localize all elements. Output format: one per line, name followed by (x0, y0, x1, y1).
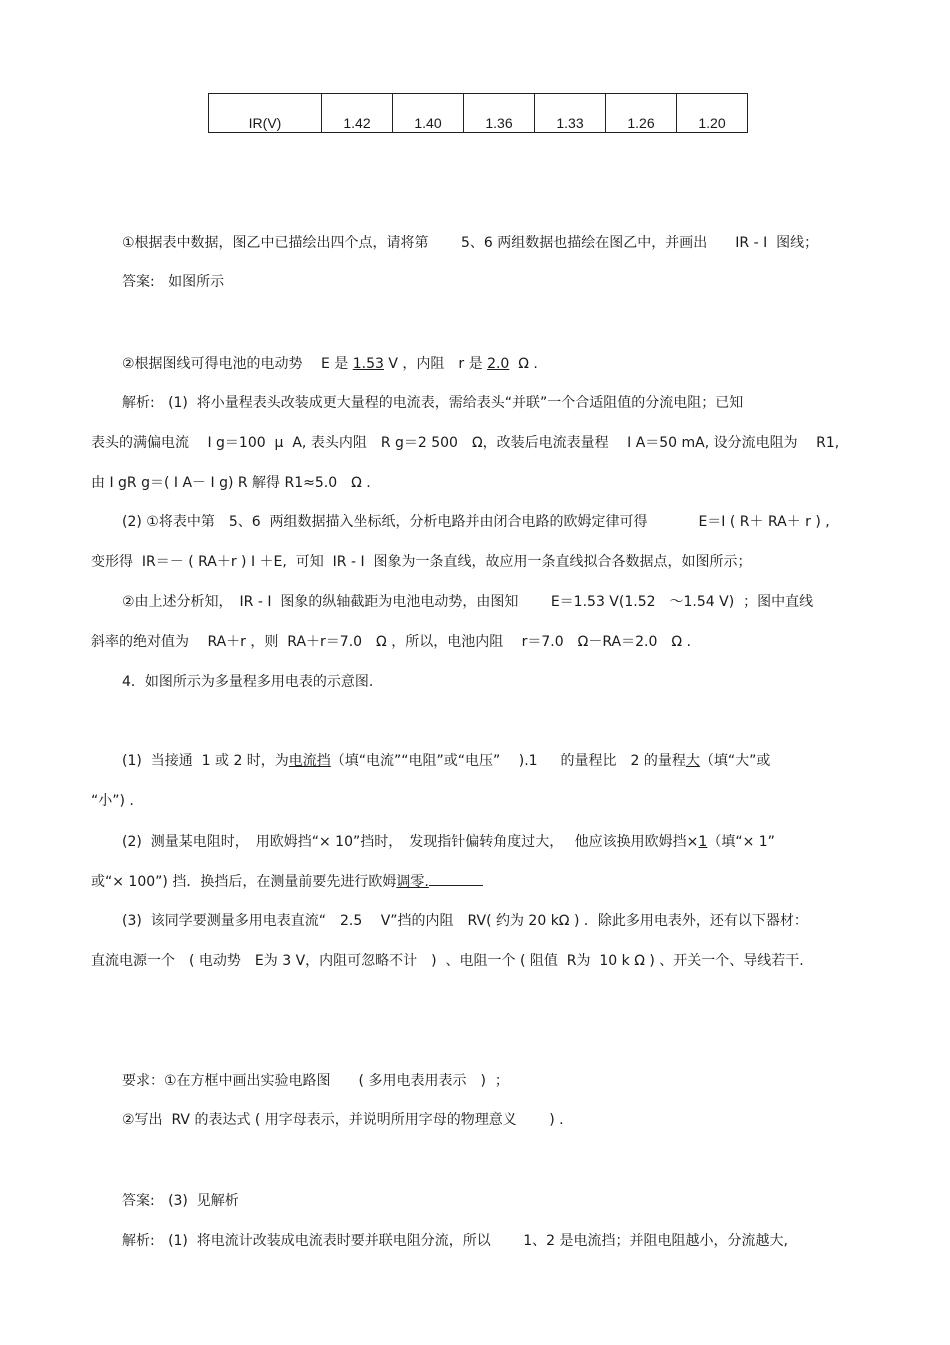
blank-underline (429, 871, 483, 886)
explanation-line: 表头的满偏电流 I g＝100 μ A, 表头内阻 R g＝2 500 Ω，改装后电流表量程 I A＝50 mA, 设分流电阻为 R1, (91, 435, 840, 451)
answer-blank-large: 大 (685, 753, 700, 769)
explanation-line: 解析: (1) 将电流计改装成电流表时要并联电阻分流，所以 1、2 是电流挡；并阻电阻越小，分流越大, (122, 1233, 788, 1249)
question-title: 4．如图所示为多量程多用电表的示意图. (122, 674, 374, 690)
question-line: 直流电源一个 ( 电动势 E为 3 V，内阻可忽略不计 ) 、电阻一个 ( 阻值 R为 10 k Ω ) 、开关一个、导线若干. (91, 953, 804, 969)
question-line: ①根据表中数据，图乙中已描绘出四个点，请将第 5、6 两组数据也描绘在图乙中，并画出 IR - I 图线； (122, 235, 819, 251)
table-cell: 1.33 (535, 94, 606, 133)
table-cell: 1.42 (322, 94, 393, 133)
requirement-line: ②写出 RV 的表达式 ( 用字母表示，并说明所用字母的物理意义 ) . (122, 1112, 564, 1128)
text-segment: 或“× 100”) 挡．换挡后，在测量前要先进行欧姆 (91, 874, 397, 890)
question-line (122, 751, 770, 771)
question-line: “小”) . (91, 793, 134, 809)
requirement-line: 要求：①在方框中画出实验电路图 ( 多用电表用表示 ) ； (122, 1073, 509, 1089)
table-cell: 1.26 (606, 94, 677, 133)
explanation-line: 斜率的绝对值为 RA＋r ，则 RA＋r＝7.0 Ω ，所以，电池内阻 r＝7.0 Ω－RA＝2.0 Ω . (91, 634, 691, 650)
answer-blank-zeroing: 调零. (396, 874, 429, 890)
explanation-line: ②由上述分析知， IR - I 图象的纵轴截距为电池电动势，由图知 E＝1.53 V(1.52 ～1.54 V) ；图中直线 (122, 594, 814, 610)
answer-line: 答案: (3) 见解析 (122, 1193, 239, 1209)
question-line: (3) 该同学要测量多用电表直流“ 2.5 V”挡的内阻 RV( 约为 20 kΩ ) ．除此多用电表外，还有以下器材： (122, 913, 808, 929)
answer-blank-current: 电流挡 (288, 753, 331, 769)
question-line (122, 832, 775, 852)
answer-blank-range: 1 (698, 834, 708, 850)
explanation-line: 变形得 IR＝－ ( RA＋r ) I ＋E, 可知 IR - I 图象为一条直线，故应用一条直线拟合各数据点，如图所示； (91, 554, 752, 570)
text-segment: (1) 当接通 1 或 2 时，为 (122, 753, 289, 769)
answer-line: 答案: 如图所示 (122, 274, 225, 290)
question-line (122, 354, 538, 374)
table-header-cell: IR(V) (209, 94, 322, 133)
explanation-line: 由 I gR g＝( I A－ I g) R 解得 R1≈5.0 Ω . (91, 475, 371, 491)
table-row (209, 94, 748, 133)
text-segment: （填“× 1” (707, 834, 775, 850)
text-segment: （填“大”或 (699, 753, 771, 769)
table-cell: 1.36 (464, 94, 535, 133)
explanation-line: (2) ①将表中第 5、6 两组数据描入坐标纸，分析电路并由闭合电路的欧姆定律可得 E＝I ( R＋ RA＋ r ) , (122, 514, 830, 530)
text-segment: （填“电流”“电阻”或“电压” ).1 的量程比 2 的量程 (330, 753, 686, 769)
text-segment: Ω . (509, 356, 538, 372)
explanation-line: 解析: (1) 将小量程表头改装成更大量程的电流表，需给表头“并联”一个合适阻值的分流电阻；已知 (122, 395, 744, 411)
answer-blank-emf: 1.53 (352, 356, 384, 372)
table-cell: 1.40 (393, 94, 464, 133)
table-cell: 1.20 (677, 94, 748, 133)
answer-blank-resistance: 2.0 (487, 356, 510, 372)
text-segment: V ，内阻 r 是 (383, 356, 488, 372)
data-table (208, 93, 748, 133)
question-line (91, 871, 483, 892)
text-segment: ②根据图线可得电池的电动势 E 是 (122, 356, 353, 372)
text-segment: (2) 测量某电阻时， 用欧姆挡“× 10”挡时， 发现指针偏转角度过大， 他应该换用欧姆挡× (122, 834, 699, 850)
